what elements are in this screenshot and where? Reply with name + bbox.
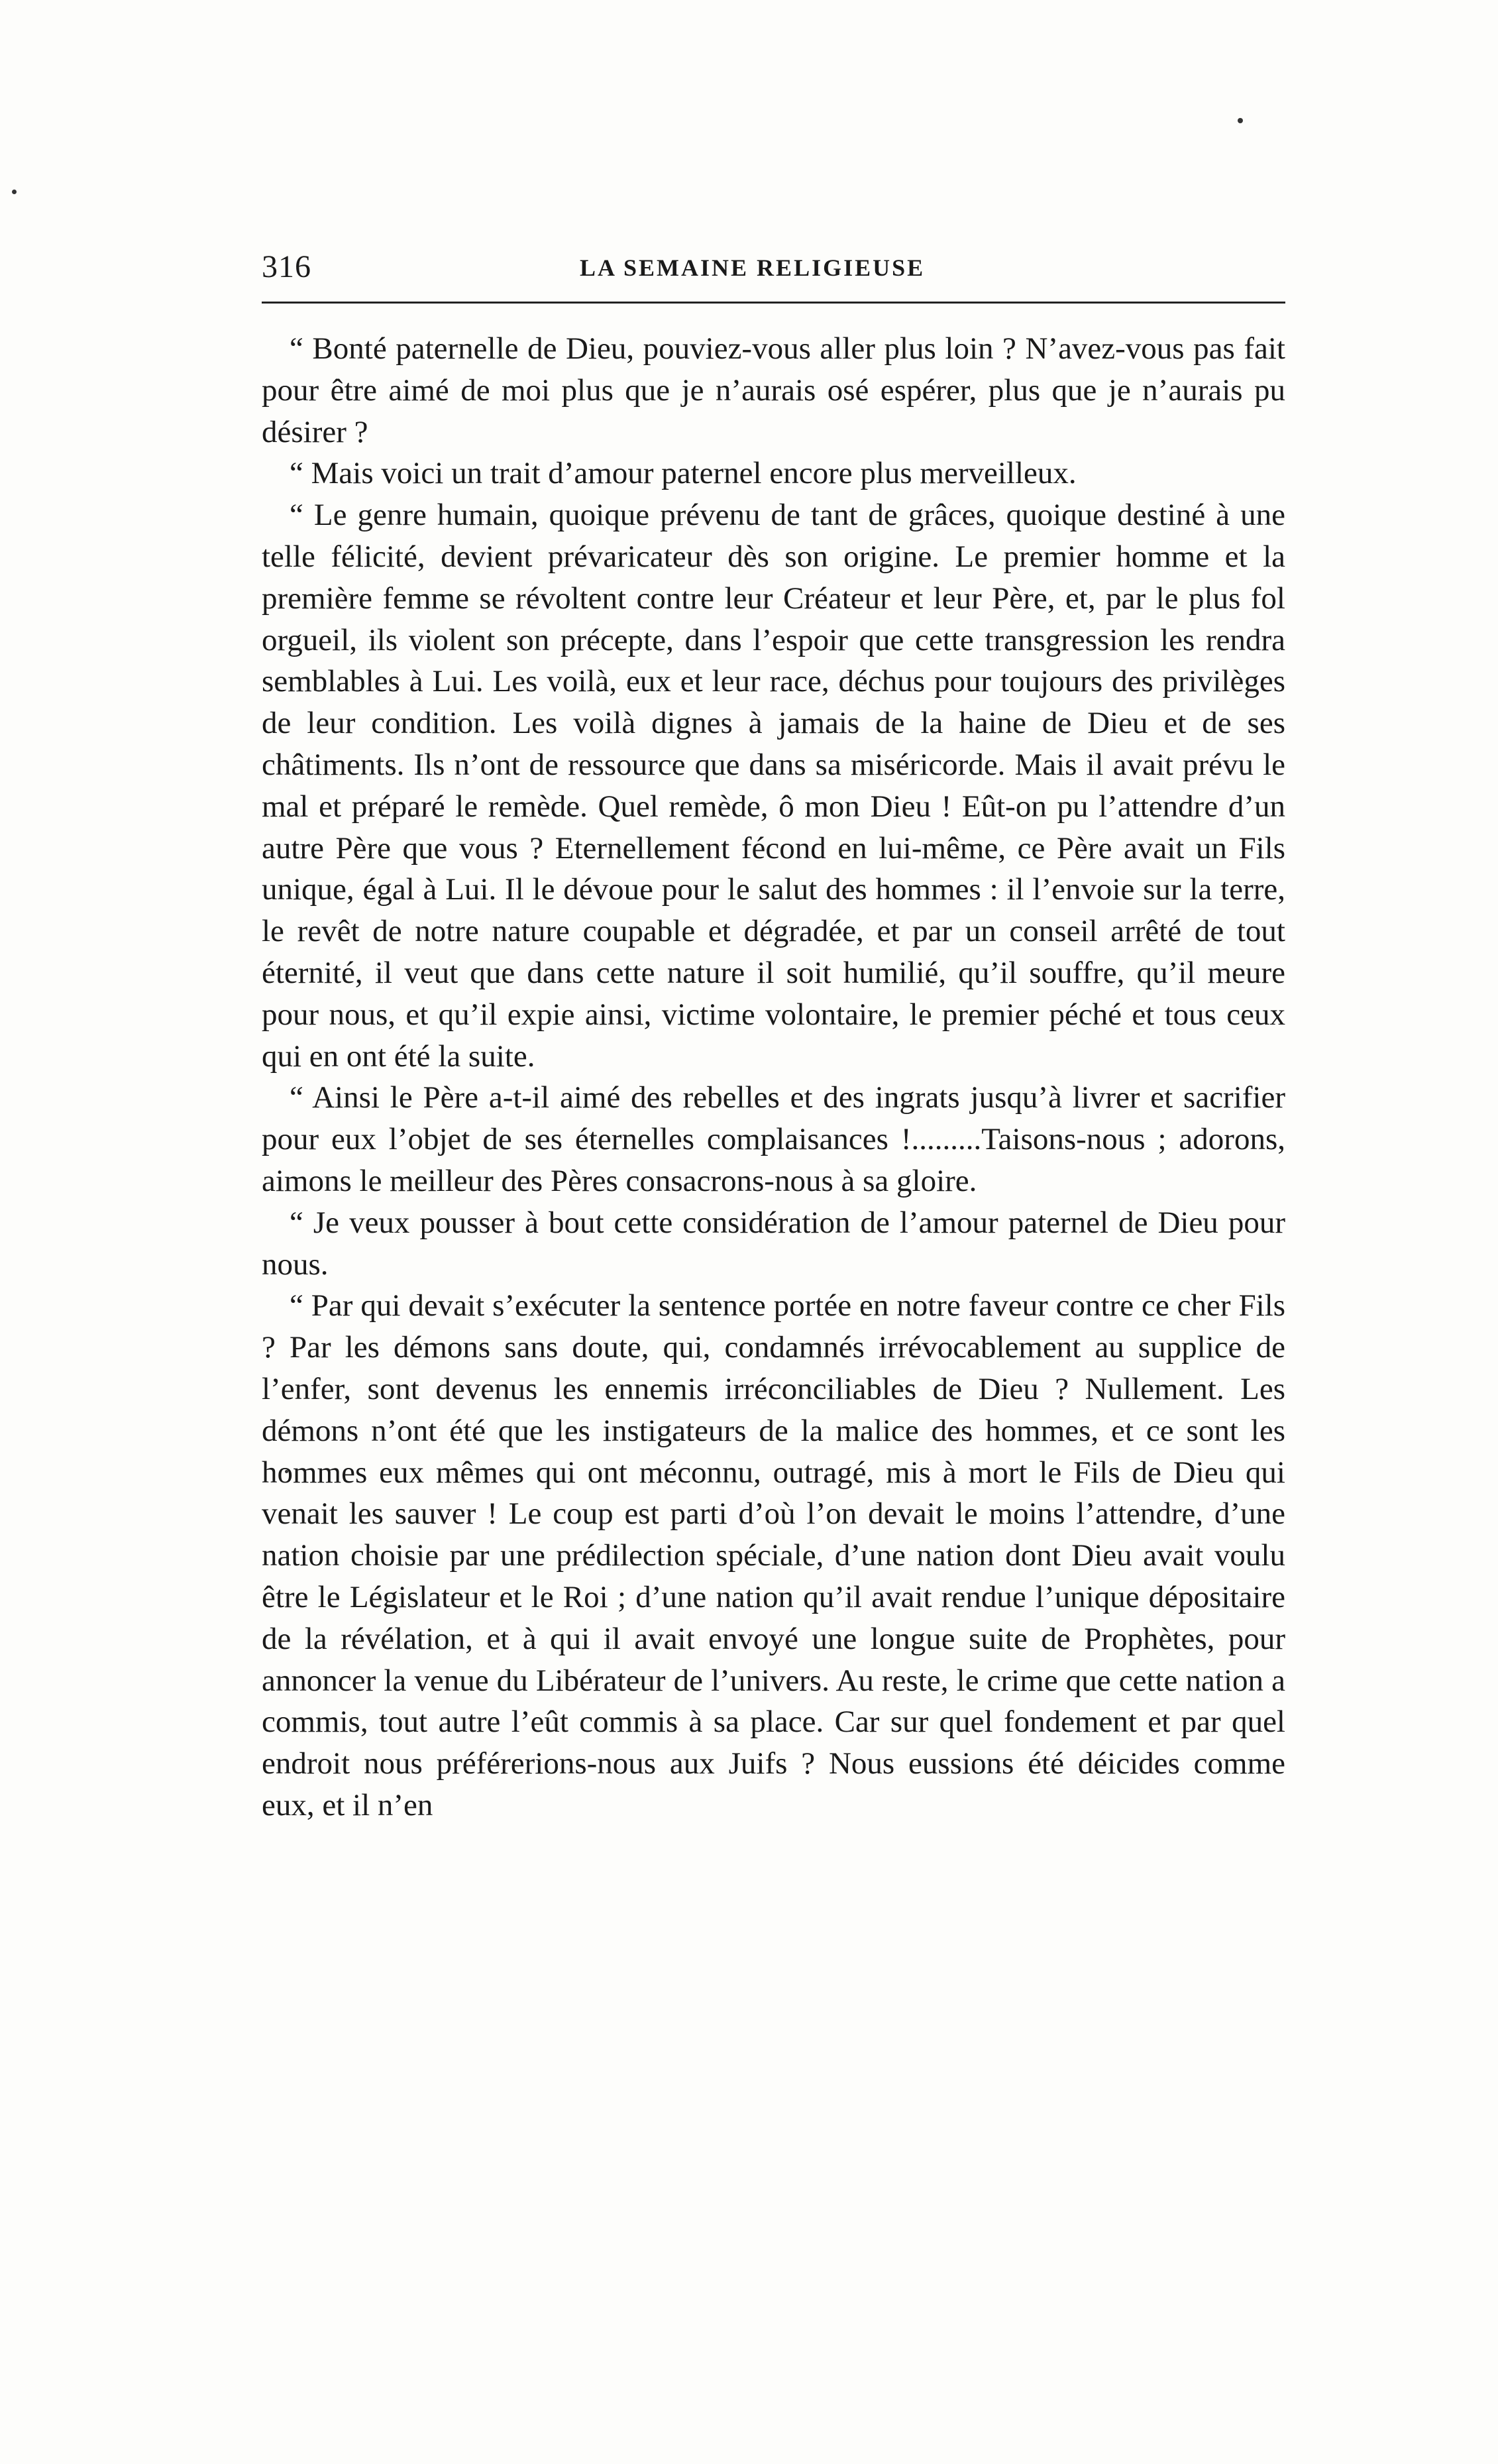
paragraph: “ Par qui devait s’exécuter la sentence portée en notre faveur contre ce cher Fils ? Par les démons sans doute, qui, condamnés irrévocablement au supplice de l’enfer, sont devenus les ennemis irréconciliables de Dieu ? Nullement. Les démons n’ont été que les instigateurs de la malice des hommes, et ce sont les hommes eux mêmes qui ont méconnu, outragé, mis à mort le Fils de Dieu qui venait les sauver ! Le coup est parti d’où l’on devait le moins l’attendre, d’une nation choisie par une prédilection spéciale, d’une nation dont Dieu avait voulu être le Législateur et le Roi ; d’une nation qu’il avait rendue l’unique dépositaire de la révélation, et à qui il avait envoyé une longue suite de Prophètes, pour annoncer la venue du Libérateur de l’univers. Au reste, le crime que cette nation a commis, tout autre l’eût commis à sa place. Car sur quel fondement et par quel endroit nous préférerions-nous aux Juifs ? Nous eussions été déicides comme eux, et il n’en [262, 1288, 1285, 1822]
running-title: LA SEMAINE RELIGIEUSE [580, 254, 926, 281]
paragraph: “ Je veux pousser à bout cette considération de l’amour paternel de Dieu pour nous. [262, 1205, 1285, 1282]
dust-speck [1238, 118, 1243, 123]
header-rule [262, 302, 1285, 304]
page-header [262, 249, 1285, 288]
paragraph: “ Bonté paternelle de Dieu, pouviez-vous aller plus loin ? N’avez-vous pas fait pour être aimé de moi plus que je n’aurais osé espérer, plus que je n’aurais pu désirer ? [262, 331, 1285, 449]
body-text [262, 328, 1285, 1826]
paragraph: “ Ainsi le Père a-t-il aimé des rebelles et des ingrats jusqu’à livrer et sacrifier pour eux l’objet de ses éternelles complaisances !.........Taisons-nous ; adorons, aimons le meilleur des Pères consacrons-nous à sa gloire. [262, 1080, 1285, 1198]
page-number: 316 [262, 249, 311, 284]
dust-speck [12, 190, 17, 194]
paragraph: “ Le genre humain, quoique prévenu de tant de grâces, quoique destiné à une telle félicité, devient prévaricateur dès son origine. Le premier homme et la première femme se révoltent contre leur Créateur et leur Père, et, par le plus fol orgueil, ils violent son précepte, dans l’espoir que cette transgression les rendra semblables à Lui. Les voilà, eux et leur race, déchus pour toujours des privilèges de leur condition. Les voilà dignes à jamais de la haine de Dieu et de ses châtiments. Ils n’ont de ressource que dans sa miséricorde. Mais il avait prévu le mal et préparé le remède. Quel remède, ô mon Dieu ! Eût-on pu l’attendre d’un autre Père que vous ? Eternellement fécond en lui-même, ce Père avait un Fils unique, égal à Lui. Il le dévoue pour le salut des hommes : il l’envoie sur la terre, le revêt de notre nature coupable et dégradée, et par un conseil arrêté de tout éternité, il veut que dans cette nature il soit humilié, qu’il souffre, qu’il meure pour nous, et qu’il expie ainsi, victime volontaire, le premier péché et tous ceux qui en ont été la suite. [262, 498, 1285, 1074]
paragraph: “ Mais voici un trait d’amour paternel encore plus merveilleux. [290, 456, 1077, 491]
